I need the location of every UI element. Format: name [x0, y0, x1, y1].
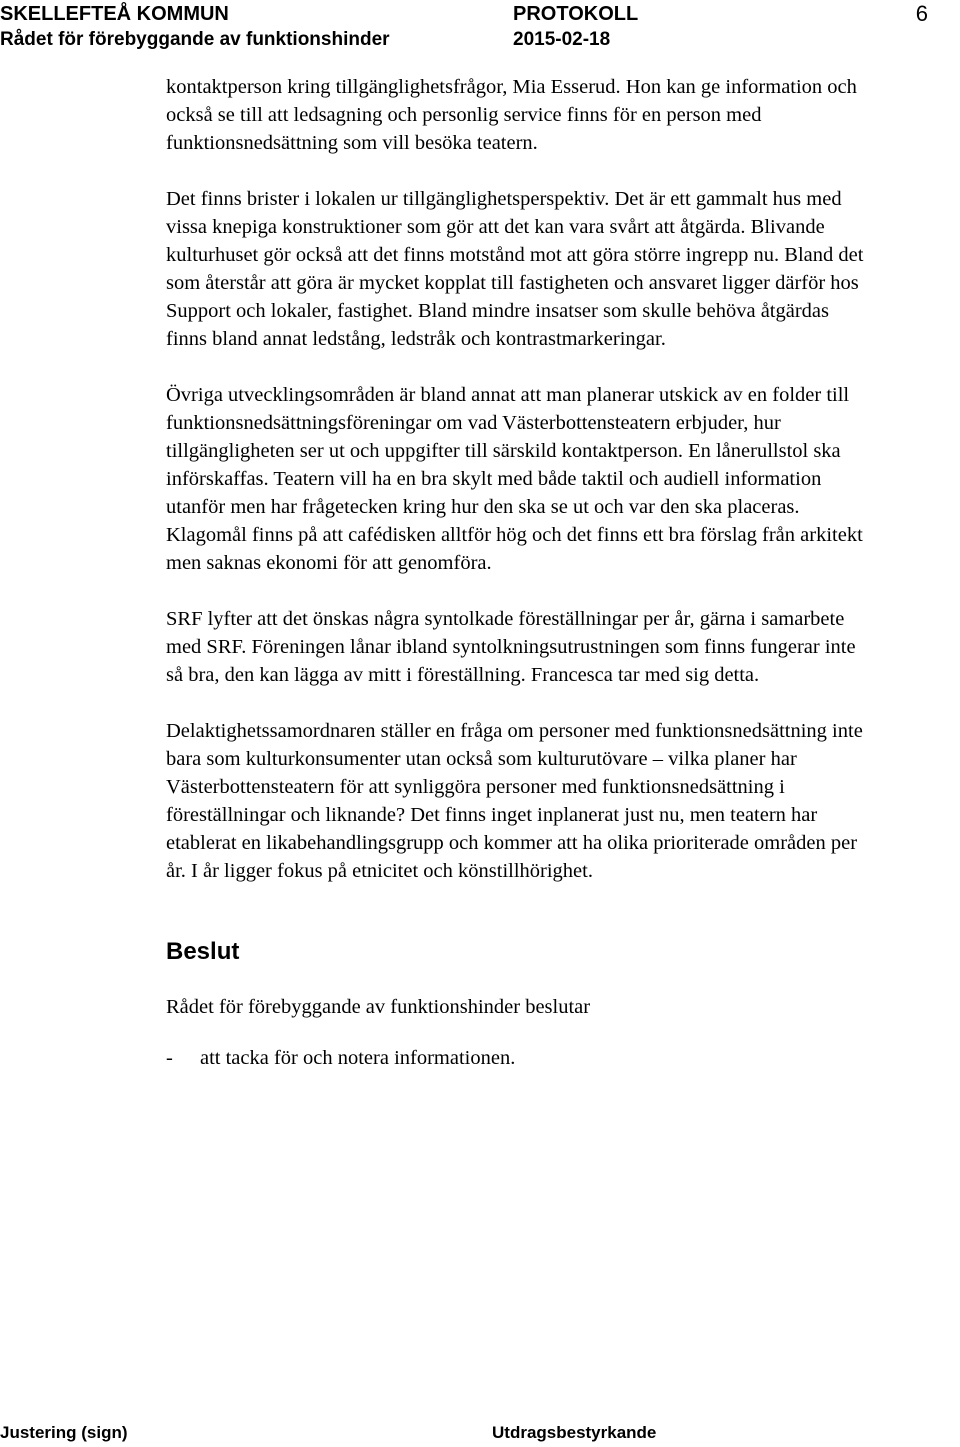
page-header: [0, 0, 960, 60]
document-body: [166, 73, 866, 1072]
paragraph: Det finns brister i lokalen ur tillgänglighetsperspektiv. Det är ett gammalt hus med vissa knepiga konstruktioner som gör att det kan vara svårt att åtgärda. Blivande kulturhuset gör också att det finns motstånd mot att göra större ingrepp nu. Bland det som återstår att göra är mycket kopplat till fastigheten och ansvaret ligger därför hos Support och lokaler, fastighet. Bland mindre insatser som skulle behöva åtgärdas finns bland annat ledstång, ledstråk och kontrastmarkeringar.: [166, 188, 864, 350]
decision-heading: Beslut: [166, 938, 240, 965]
decision-item-text: att tacka för och notera informationen.: [200, 1047, 516, 1069]
decision-item: [166, 1044, 866, 1072]
page-footer: [0, 1421, 960, 1447]
committee-name: Rådet för förebyggande av funktionshinder: [0, 29, 390, 50]
document-type: PROTOKOLL: [513, 3, 639, 25]
paragraph: Övriga utvecklingsområden är bland annat att man planerar utskick av en folder till funktionsnedsättningsföreningar om vad Västerbottensteatern erbjuder, hur tillgängligheten ser ut och uppgifter till särskild kontaktperson. En lånerullstol ska införskaffas. Teatern vill ha en bra skylt med både taktil och audiell information utanför men har frågetecken kring hur den ska se ut och var den ska placeras. Klagomål finns på att cafédisken alltför hög och det finns ett bra förslag från arkitekt men saknas ekonomi för att genomföra.: [166, 384, 863, 574]
paragraph: Delaktighetssamordnaren ställer en fråga om personer med funktionsnedsättning inte bara som kulturkonsumenter utan också som kulturutövare – vilka planer har Västerbottensteatern för att synliggöra personer med funktionsnedsättning i föreställningar och liknande? Det finns inget inplanerat just nu, men teatern har etablerat en likabehandlingsgrupp och kommer att ha olika prioriterade områden per år. I år ligger fokus på etnicitet och könstillhörighet.: [166, 720, 863, 882]
decision-item-bullet: -: [166, 1047, 173, 1069]
decision-intro: Rådet för förebyggande av funktionshinder beslutar: [166, 996, 591, 1018]
page-number: 6: [915, 1, 928, 26]
footer-utdragsbestyrkande: Utdragsbestyrkande: [492, 1423, 657, 1442]
organization-name: SKELLEFTEÅ KOMMUN: [0, 3, 229, 25]
meeting-date: 2015-02-18: [513, 29, 611, 50]
footer-justering: Justering (sign): [0, 1423, 128, 1442]
paragraph: SRF lyfter att det önskas några syntolkade föreställningar per år, gärna i samarbete med SRF. Föreningen lånar ibland syntolkningsutrustningen som finns fungerar inte så bra, den kan lägga av mitt i föreställning. Francesca tar med sig detta.: [166, 608, 856, 686]
paragraph: kontaktperson kring tillgänglighetsfrågor, Mia Esserud. Hon kan ge information och också se till att ledsagning och personlig service finns för en person med funktionsnedsättning som vill besöka teatern.: [166, 76, 857, 154]
